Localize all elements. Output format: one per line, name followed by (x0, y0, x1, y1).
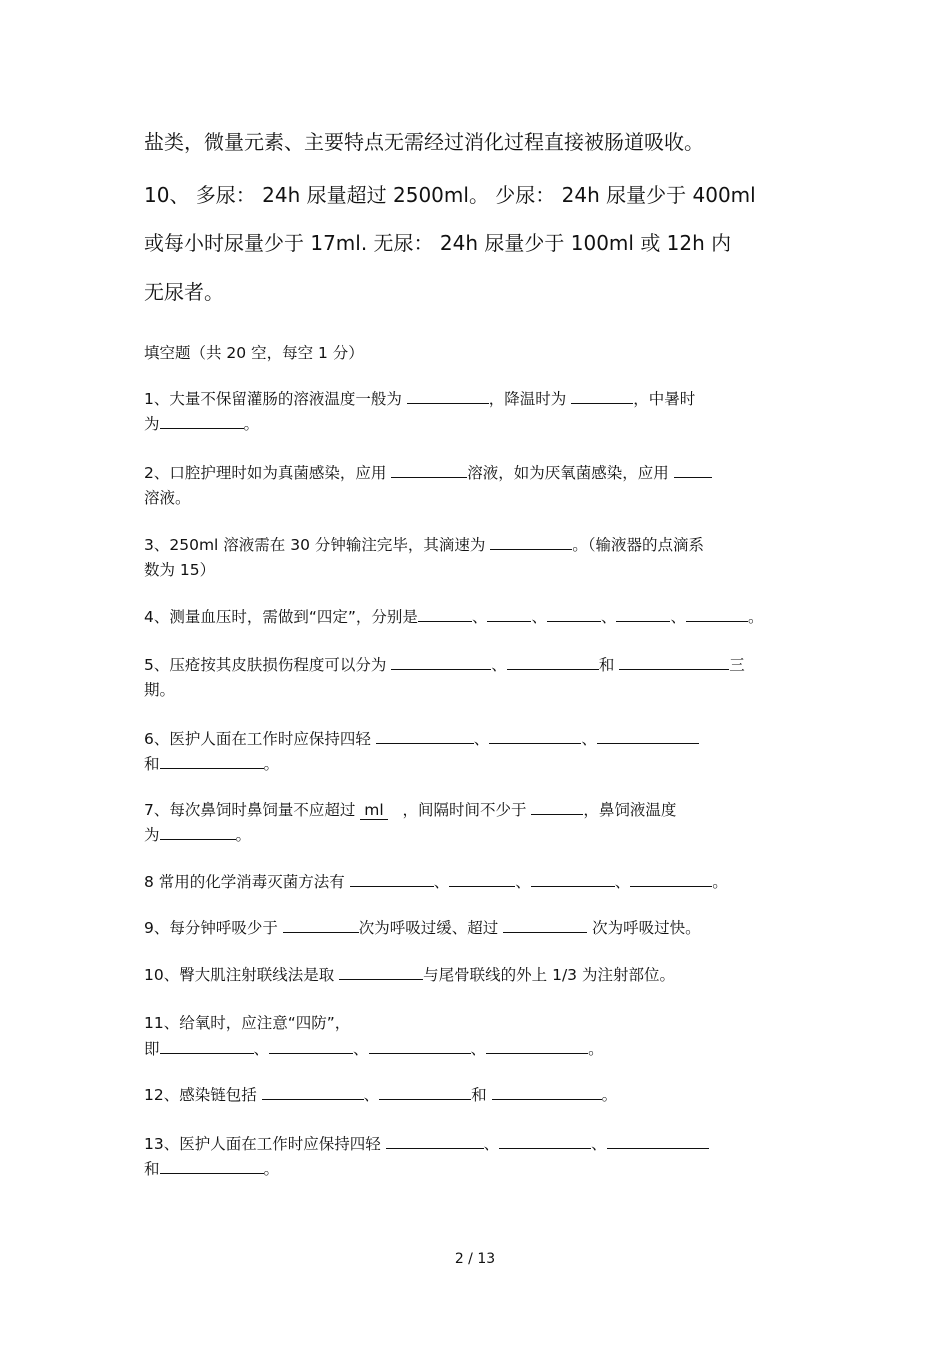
question-2-cont: 溶液。 (144, 489, 191, 507)
blank[interactable] (160, 1038, 254, 1054)
page-number: 2 / 13 (454, 1251, 496, 1267)
question-1: 1、大量不保留灌肠的溶液温度一般为 ，降温时为 ，中暑时 (144, 390, 696, 408)
blank[interactable] (686, 606, 748, 622)
question-8: 8 常用的化学消毒灭菌方法有 、 、 、 。 (144, 873, 728, 891)
blank[interactable] (386, 1133, 484, 1149)
blank[interactable] (449, 871, 515, 887)
question-7-cont: 为 。 (144, 826, 252, 844)
intro-q10-line2: 或每小时尿量少于 17ml. 无尿： 24h 尿量少于 100ml 或 12h 内 (144, 231, 732, 255)
intro-line: 盐类，微量元素、主要特点无需经过消化过程直接被肠道吸收。 (144, 130, 704, 154)
blank[interactable] (262, 1084, 364, 1100)
question-6-cont: 和 。 (144, 755, 280, 773)
blank[interactable] (269, 1038, 353, 1054)
blank[interactable] (391, 654, 491, 670)
section-title: 填空题（共 20 空，每空 1 分） (144, 344, 364, 362)
blank[interactable] (499, 1133, 591, 1149)
blank[interactable] (339, 964, 423, 980)
blank[interactable] (531, 799, 583, 815)
blank[interactable] (160, 753, 264, 769)
blank[interactable] (547, 606, 601, 622)
blank[interactable] (630, 871, 712, 887)
blank[interactable] (376, 728, 474, 744)
blank[interactable] (486, 1038, 588, 1054)
question-2: 2、口腔护理时如为真菌感染，应用 溶液，如为厌氧菌感染，应用 (144, 461, 712, 485)
blank[interactable] (503, 917, 587, 933)
blank[interactable] (507, 654, 599, 670)
question-6: 6、医护人面在工作时应保持四轻 、 、 (144, 727, 699, 751)
blank[interactable] (619, 654, 729, 670)
question-5-cont: 期。 (144, 681, 176, 699)
blank[interactable] (492, 1084, 602, 1100)
blank[interactable] (369, 1038, 471, 1054)
question-13-cont: 和 。 (144, 1160, 280, 1178)
unit-underlined: ml (360, 801, 387, 820)
intro-q10-line3: 无尿者。 (144, 280, 224, 304)
blank[interactable] (160, 413, 244, 429)
question-11-cont: 即 、 、 、 。 (144, 1040, 604, 1058)
question-11: 11、给氧时，应注意“四防”， (144, 1014, 351, 1032)
question-13: 13、医护人面在工作时应保持四轻 、 、 (144, 1132, 709, 1156)
blank[interactable] (487, 606, 531, 622)
blank[interactable] (391, 462, 467, 478)
intro-q10-line1: 10、 多尿： 24h 尿量超过 2500ml。 少尿： 24h 尿量少于 400ml (144, 183, 756, 207)
blank[interactable] (350, 871, 434, 887)
blank[interactable] (490, 534, 572, 550)
question-7: 7、每次鼻饲时鼻饲量不应超过 ml ，间隔时间不少于 ，鼻饲液温度 (144, 801, 677, 819)
blank[interactable] (674, 462, 712, 478)
blank[interactable] (616, 606, 670, 622)
blank[interactable] (571, 388, 633, 404)
blank[interactable] (489, 728, 581, 744)
blank[interactable] (283, 917, 359, 933)
question-3: 3、250ml 溶液需在 30 分钟输注完毕，其滴速为 。（输液器的点滴系 (144, 536, 705, 554)
blank[interactable] (607, 1133, 709, 1149)
blank[interactable] (531, 871, 615, 887)
question-9: 9、每分钟呼吸少于 次为呼吸过缓、超过 次为呼吸过快。 (144, 919, 701, 937)
question-4: 4、测量血压时，需做到“四定”，分别是 、 、 、 、 。 (144, 608, 764, 626)
blank[interactable] (597, 728, 699, 744)
question-5: 5、压疮按其皮肤损伤程度可以分为 、 和 三 (144, 656, 745, 674)
question-10: 10、臀大肌注射联线法是取 与尾骨联线的外上 1/3 为注射部位。 (144, 966, 675, 984)
blank[interactable] (418, 606, 472, 622)
blank[interactable] (160, 1158, 264, 1174)
blank[interactable] (407, 388, 489, 404)
blank[interactable] (379, 1084, 471, 1100)
question-12: 12、感染链包括 、 和 。 (144, 1086, 618, 1104)
blank[interactable] (160, 824, 236, 840)
question-1-cont: 为 。 (144, 415, 260, 433)
question-3-cont: 数为 15） (144, 561, 216, 579)
